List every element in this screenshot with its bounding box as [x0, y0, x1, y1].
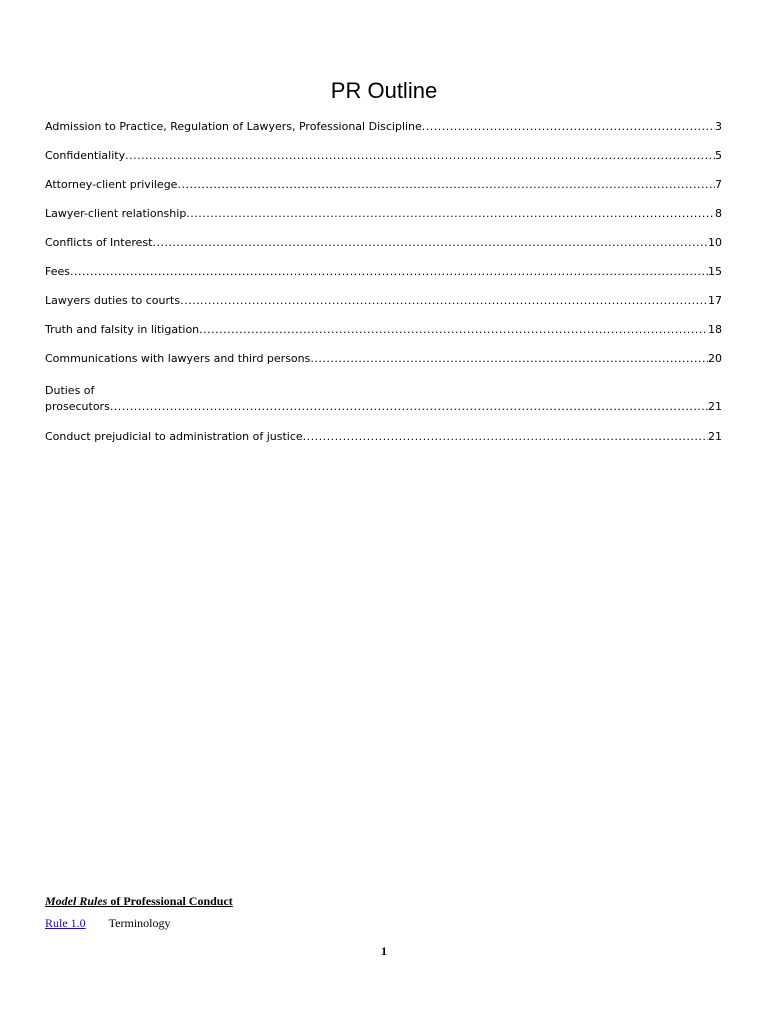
model-rules-heading-italic: Model Rules: [45, 894, 108, 908]
toc-entry-fees: [45, 265, 722, 294]
toc-entry-page: 20: [708, 352, 722, 365]
toc-entry-conflicts-of-interest: [45, 236, 722, 265]
toc-entry-label: Confidentiality: [45, 149, 126, 162]
page-title: PR Outline: [330, 78, 438, 103]
table-of-contents: [45, 120, 722, 459]
toc-entry-page: 8: [715, 207, 722, 220]
toc-leader-dots: [70, 265, 708, 279]
toc-leader-dots: [186, 207, 715, 221]
toc-leader-dots: [125, 149, 715, 163]
toc-entry-label: Attorney-client privilege: [45, 178, 178, 191]
toc-entry-duties-of-prosecutors: [45, 381, 722, 430]
rule-name: Terminology: [108, 916, 171, 930]
toc-entry-page: 21: [708, 400, 722, 413]
toc-entry-communications: [45, 352, 722, 381]
toc-leader-dots: [110, 400, 708, 414]
toc-entry-confidentiality: [45, 149, 722, 178]
rule-row: [45, 915, 171, 931]
toc-entry-page: 5: [715, 149, 722, 162]
toc-entry-line: [45, 400, 722, 429]
toc-leader-dots: [180, 294, 708, 308]
toc-entry-lawyer-client-relationship: [45, 207, 722, 236]
toc-entry-page: 10: [708, 236, 722, 249]
toc-leader-dots: [199, 323, 708, 337]
toc-leader-dots: [310, 352, 708, 366]
page-number: 1: [381, 944, 387, 958]
toc-leader-dots: [303, 430, 708, 444]
toc-entry-page: 7: [715, 178, 722, 191]
toc-entry-label: Fees: [45, 265, 70, 278]
toc-entry-lawyers-duties-to-courts: [45, 294, 722, 323]
toc-entry-label: Conflicts of Interest: [45, 236, 153, 249]
toc-entry-label: Truth and falsity in litigation: [45, 323, 200, 336]
toc-leader-dots: [152, 236, 708, 250]
toc-entry-label-continued: prosecutors: [45, 400, 110, 413]
toc-entry-label: Lawyers duties to courts: [45, 294, 181, 307]
toc-entry-admission: [45, 120, 722, 149]
toc-leader-dots: [177, 178, 715, 192]
rule-1-0-link[interactable]: Rule 1.0: [45, 916, 86, 930]
toc-entry-label: Duties of: [45, 384, 95, 397]
toc-entry-label: Lawyer-client relationship: [45, 207, 187, 220]
toc-entry-truth-and-falsity: [45, 323, 722, 352]
toc-entry-attorney-client-privilege: [45, 178, 722, 207]
model-rules-heading-rest: of Professional Conduct: [107, 894, 233, 908]
toc-entry-page: 17: [708, 294, 722, 307]
toc-entry-label: Communications with lawyers and third persons: [45, 352, 311, 365]
toc-entry-page: 18: [708, 323, 722, 336]
toc-entry-label: Conduct prejudicial to administration of justice: [45, 430, 303, 443]
toc-leader-dots: [422, 120, 715, 134]
toc-entry-page: 3: [715, 120, 722, 133]
toc-entry-label: Admission to Practice, Regulation of Lawyers, Professional Discipline: [45, 120, 422, 133]
toc-entry-page: 21: [708, 430, 722, 443]
toc-entry-page: 15: [708, 265, 722, 278]
toc-entry-conduct-prejudicial: [45, 430, 722, 459]
model-rules-heading: [45, 893, 233, 909]
